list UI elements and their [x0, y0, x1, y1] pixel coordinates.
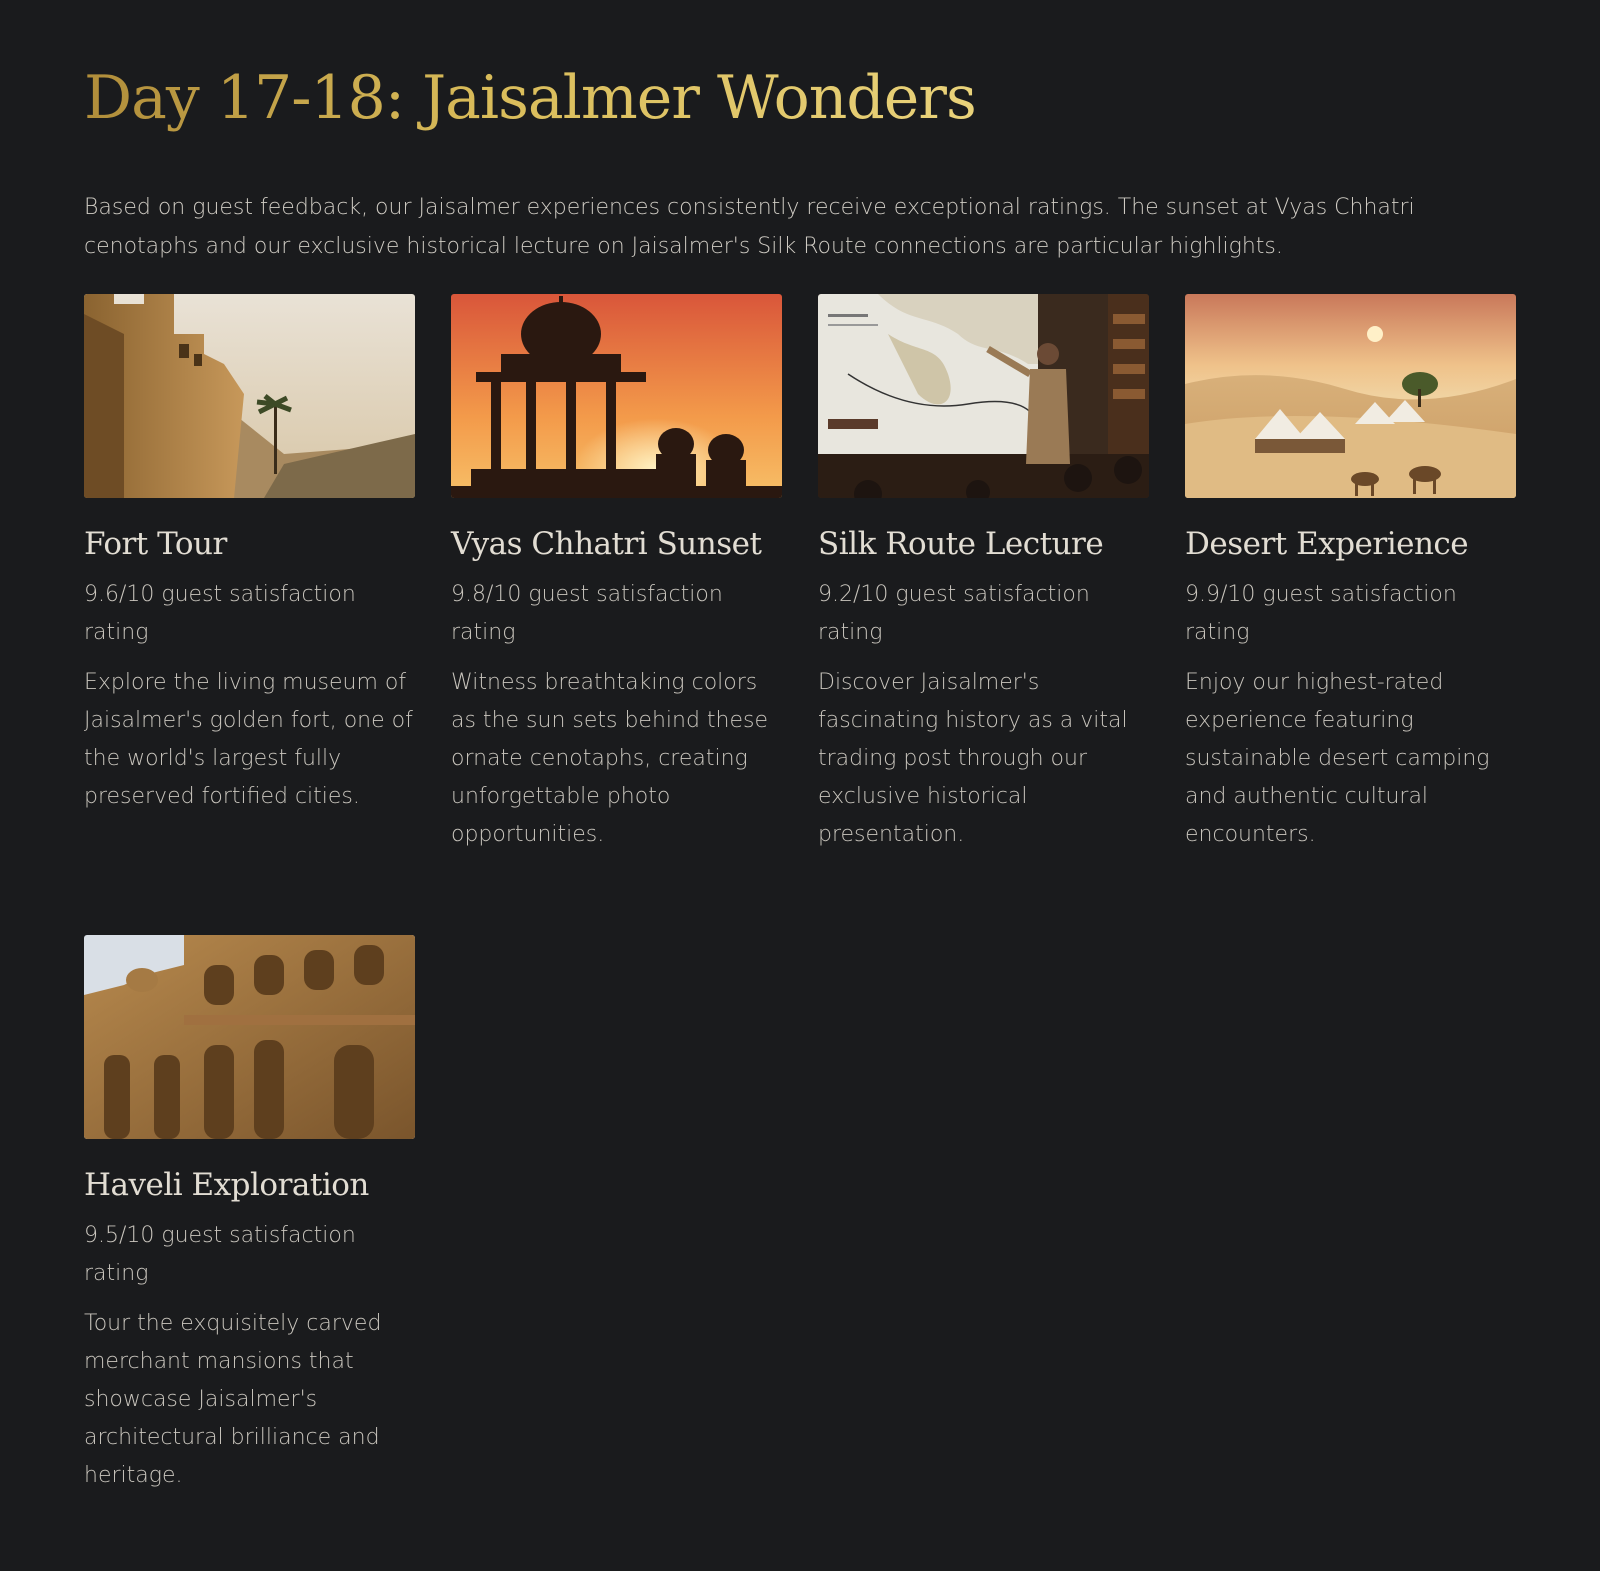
- vyas-chhatri-image: [451, 294, 782, 498]
- card-rating: 9.6/10 guest satisfaction rating: [84, 582, 356, 645]
- card-description: Enjoy our highest-rated experience featuring sustainable desert camping and authentic cultural encounters.: [1185, 670, 1490, 847]
- haveli-exploration-image: [84, 935, 415, 1139]
- card-rating: 9.2/10 guest satisfaction rating: [818, 582, 1090, 645]
- card-title: Haveli Exploration: [84, 1167, 369, 1203]
- experience-card-silk-route-lecture[interactable]: [818, 294, 1149, 854]
- card-rating: 9.9/10 guest satisfaction rating: [1185, 582, 1457, 645]
- card-rating: 9.8/10 guest satisfaction rating: [451, 582, 723, 645]
- experience-card-vyas-chhatri-sunset[interactable]: [451, 294, 782, 854]
- page-title: Day 17-18: Jaisalmer Wonders: [84, 58, 976, 138]
- experience-card-desert-experience[interactable]: [1185, 294, 1516, 854]
- card-description: Witness breathtaking colors as the sun sets behind these ornate cenotaphs, creating unforgettable photo opportunities.: [451, 670, 769, 847]
- silk-route-lecture-image: [818, 294, 1149, 498]
- card-rating: 9.5/10 guest satisfaction rating: [84, 1223, 356, 1286]
- card-title: Vyas Chhatri Sunset: [451, 526, 762, 562]
- fort-tour-image: [84, 294, 415, 498]
- card-description: Discover Jaisalmer's fascinating history as a vital trading post through our exclusive historical presentation.: [818, 670, 1128, 847]
- card-title: Silk Route Lecture: [818, 526, 1104, 562]
- desert-experience-image: [1185, 294, 1516, 498]
- experience-card-haveli-exploration[interactable]: [84, 935, 415, 1495]
- card-title: Desert Experience: [1185, 526, 1469, 562]
- intro-paragraph: Based on guest feedback, our Jaisalmer experiences consistently receive exceptional ratings. The sunset at Vyas Chhatri cenotaphs and our exclusive historical lecture on Jaisalmer's Silk Route connections are particular highlights.: [84, 195, 1415, 259]
- card-description: Tour the exquisitely carved merchant mansions that showcase Jaisalmer's architectural brilliance and heritage.: [84, 1311, 382, 1488]
- card-title: Fort Tour: [84, 526, 227, 562]
- card-description: Explore the living museum of Jaisalmer's golden fort, one of the world's largest fully preserved fortified cities.: [84, 670, 413, 809]
- experience-card-fort-tour[interactable]: [84, 294, 415, 816]
